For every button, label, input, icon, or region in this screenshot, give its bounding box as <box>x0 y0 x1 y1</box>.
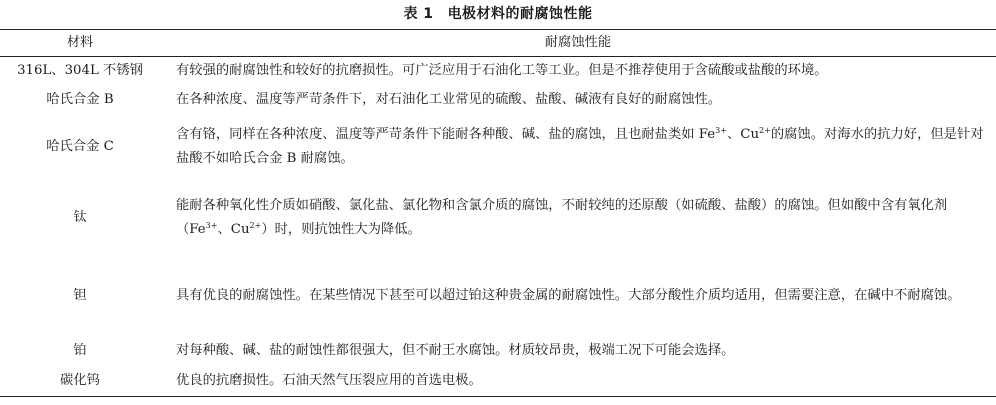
property-text: 、Cu <box>217 222 250 237</box>
property-cell: 在各种浓度、温度等严苛条件下，对石油化工业常见的硫酸、盐酸、碱液有良好的耐腐蚀性。 <box>176 91 722 107</box>
property-cell <box>160 181 996 256</box>
table-row <box>0 336 996 366</box>
material-cell: 碳化钨 <box>0 366 160 397</box>
material-cell: 哈氏合金 B <box>46 91 114 107</box>
property-cell <box>160 114 996 181</box>
table-row <box>0 86 996 114</box>
superscript: 3+ <box>205 221 218 230</box>
property-text: 、Cu <box>726 127 760 142</box>
corrosion-resistance-table <box>0 29 996 397</box>
table-row <box>0 366 996 397</box>
property-text: 能耐各种氧化性介质如硝酸、氯化盐、氯化物和含氯介质的腐蚀，不耐较纯的还原酸（如硫酸、盐酸）的腐蚀。但如酸中含有氧化剂（Fe <box>176 198 948 237</box>
table-header-row <box>0 30 996 57</box>
property-cell: 优良的抗磨损性。石油天然气压裂应用的首选电极。 <box>160 366 996 397</box>
table-number: 表 1 <box>403 6 434 22</box>
property-text: ）时，则抗蚀性大为降低。 <box>261 222 421 237</box>
material-cell: 316L、304L 不锈钢 <box>17 63 143 79</box>
material-cell: 钽 <box>73 287 87 303</box>
property-cell: 有较强的耐腐蚀性和较好的抗磨损性。可广泛应用于石油化工等工业。但是不推荐使用于含硫酸或盐酸的环境。 <box>176 63 828 79</box>
material-cell: 哈氏合金 C <box>46 139 114 154</box>
property-text: 含有铬，同样在各种浓度、温度等严苛条件下能耐各种酸、碱、盐的腐蚀，且也耐盐类如 Fe <box>176 127 716 142</box>
property-text: 的腐蚀。对海水的抗力好，但是针对盐酸不如哈氏合金 B 耐腐蚀。 <box>176 127 984 166</box>
table-row <box>0 57 996 86</box>
superscript: 2+ <box>249 221 262 230</box>
table-row <box>0 256 996 336</box>
table-row <box>0 114 996 181</box>
table-row <box>0 181 996 256</box>
property-cell: 对每种酸、碱、盐的耐蚀性都很强大，但不耐王水腐蚀。材质较昂贵，极端工况下可能会选择。 <box>176 342 735 358</box>
superscript: 2+ <box>759 126 771 135</box>
table-caption <box>0 4 996 24</box>
material-cell: 钛 <box>73 210 87 225</box>
superscript: 3+ <box>715 126 727 135</box>
column-header-material: 材料 <box>0 30 160 57</box>
table-title: 电极材料的耐腐蚀性能 <box>447 6 593 22</box>
property-cell: 具有优良的耐腐蚀性。在某些情况下甚至可以超过铂这种贵金属的耐腐蚀性。大部分酸性介质均适用，但需要注意，在碱中不耐腐蚀。 <box>176 287 961 303</box>
column-header-property: 耐腐蚀性能 <box>160 30 996 57</box>
material-cell: 铂 <box>73 342 87 358</box>
